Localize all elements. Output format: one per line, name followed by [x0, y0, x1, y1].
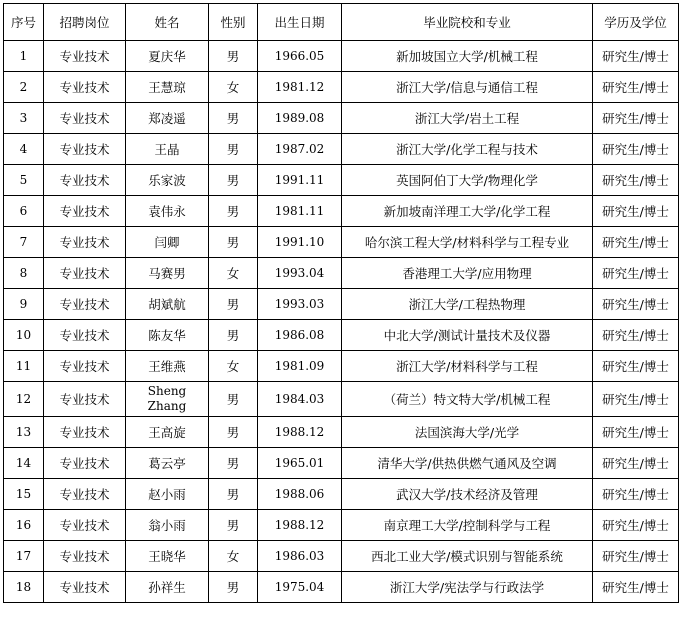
- cell-no: 12: [4, 382, 44, 417]
- cell-post: 专业技术: [44, 134, 126, 165]
- cell-name: 夏庆华: [126, 41, 209, 72]
- cell-degree: 研究生/博士: [593, 417, 679, 448]
- cell-name: 袁伟永: [126, 196, 209, 227]
- cell-school: 英国阿伯丁大学/物理化学: [342, 165, 593, 196]
- cell-degree: 研究生/博士: [593, 165, 679, 196]
- cell-post: 专业技术: [44, 320, 126, 351]
- cell-no: 14: [4, 448, 44, 479]
- cell-no: 13: [4, 417, 44, 448]
- cell-name: 孙祥生: [126, 572, 209, 603]
- cell-name: 翁小雨: [126, 510, 209, 541]
- cell-degree: 研究生/博士: [593, 448, 679, 479]
- cell-post: 专业技术: [44, 382, 126, 417]
- cell-post: 专业技术: [44, 541, 126, 572]
- cell-no: 7: [4, 227, 44, 258]
- cell-post: 专业技术: [44, 289, 126, 320]
- cell-birth: 1989.08: [258, 103, 342, 134]
- cell-birth: 1981.09: [258, 351, 342, 382]
- cell-gender: 男: [209, 479, 258, 510]
- cell-degree: 研究生/博士: [593, 572, 679, 603]
- cell-birth: 1993.04: [258, 258, 342, 289]
- cell-no: 6: [4, 196, 44, 227]
- table-row: [4, 41, 679, 72]
- cell-gender: 男: [209, 134, 258, 165]
- cell-post: 专业技术: [44, 196, 126, 227]
- cell-gender: 男: [209, 382, 258, 417]
- table-row: [4, 196, 679, 227]
- name-line-2: Zhang: [147, 399, 187, 413]
- table-row: [4, 572, 679, 603]
- cell-no: 10: [4, 320, 44, 351]
- cell-birth: 1988.12: [258, 417, 342, 448]
- cell-gender: 男: [209, 41, 258, 72]
- cell-birth: 1991.11: [258, 165, 342, 196]
- cell-birth: 1986.03: [258, 541, 342, 572]
- cell-birth: 1984.03: [258, 382, 342, 417]
- cell-gender: 男: [209, 227, 258, 258]
- cell-degree: 研究生/博士: [593, 227, 679, 258]
- cell-school: 浙江大学/材料科学与工程: [342, 351, 593, 382]
- table-body: [4, 41, 679, 603]
- cell-post: 专业技术: [44, 479, 126, 510]
- cell-no: 4: [4, 134, 44, 165]
- table-row: [4, 351, 679, 382]
- cell-school: 法国滨海大学/光学: [342, 417, 593, 448]
- cell-no: 5: [4, 165, 44, 196]
- cell-name: 胡斌航: [126, 289, 209, 320]
- cell-school: 浙江大学/化学工程与技术: [342, 134, 593, 165]
- cell-post: 专业技术: [44, 417, 126, 448]
- cell-birth: 1966.05: [258, 41, 342, 72]
- cell-birth: 1988.06: [258, 479, 342, 510]
- cell-post: 专业技术: [44, 510, 126, 541]
- cell-name: 乐家波: [126, 165, 209, 196]
- table-row: [4, 289, 679, 320]
- cell-gender: 男: [209, 320, 258, 351]
- cell-birth: 1993.03: [258, 289, 342, 320]
- cell-name: 王维燕: [126, 351, 209, 382]
- cell-school: 香港理工大学/应用物理: [342, 258, 593, 289]
- cell-school: （荷兰）特文特大学/机械工程: [342, 382, 593, 417]
- table-row: [4, 320, 679, 351]
- table-row: [4, 258, 679, 289]
- table-row: [4, 72, 679, 103]
- cell-name: 马赛男: [126, 258, 209, 289]
- cell-post: 专业技术: [44, 258, 126, 289]
- header-no: 序号: [4, 4, 44, 41]
- cell-name: 闫卿: [126, 227, 209, 258]
- header-birth: 出生日期: [258, 4, 342, 41]
- cell-no: 18: [4, 572, 44, 603]
- cell-gender: 男: [209, 165, 258, 196]
- cell-no: 11: [4, 351, 44, 382]
- cell-degree: 研究生/博士: [593, 258, 679, 289]
- cell-school: 浙江大学/宪法学与行政法学: [342, 572, 593, 603]
- cell-post: 专业技术: [44, 572, 126, 603]
- cell-gender: 女: [209, 258, 258, 289]
- cell-no: 8: [4, 258, 44, 289]
- cell-birth: 1981.12: [258, 72, 342, 103]
- cell-name: 郑凌遥: [126, 103, 209, 134]
- name-line-1: Sheng: [147, 384, 187, 398]
- cell-degree: 研究生/博士: [593, 289, 679, 320]
- cell-name: 王晓华: [126, 541, 209, 572]
- cell-degree: 研究生/博士: [593, 134, 679, 165]
- cell-post: 专业技术: [44, 72, 126, 103]
- cell-degree: 研究生/博士: [593, 479, 679, 510]
- cell-degree: 研究生/博士: [593, 41, 679, 72]
- cell-name: 葛云亭: [126, 448, 209, 479]
- table-row: [4, 448, 679, 479]
- cell-school: 新加坡南洋理工大学/化学工程: [342, 196, 593, 227]
- cell-school: 中北大学/测试计量技术及仪器: [342, 320, 593, 351]
- table-row: [4, 165, 679, 196]
- cell-birth: 1988.12: [258, 510, 342, 541]
- header-school: 毕业院校和专业: [342, 4, 593, 41]
- cell-degree: 研究生/博士: [593, 320, 679, 351]
- table-row: [4, 479, 679, 510]
- table-row: [4, 541, 679, 572]
- cell-school: 哈尔滨工程大学/材料科学与工程专业: [342, 227, 593, 258]
- cell-school: 浙江大学/岩土工程: [342, 103, 593, 134]
- cell-gender: 男: [209, 510, 258, 541]
- header-row: [4, 4, 679, 41]
- cell-school: 浙江大学/工程热物理: [342, 289, 593, 320]
- cell-degree: 研究生/博士: [593, 541, 679, 572]
- cell-name: 王晶: [126, 134, 209, 165]
- cell-name: 陈友华: [126, 320, 209, 351]
- cell-birth: 1965.01: [258, 448, 342, 479]
- cell-no: 1: [4, 41, 44, 72]
- cell-post: 专业技术: [44, 351, 126, 382]
- cell-school: 浙江大学/信息与通信工程: [342, 72, 593, 103]
- header-degree: 学历及学位: [593, 4, 679, 41]
- cell-school: 南京理工大学/控制科学与工程: [342, 510, 593, 541]
- cell-post: 专业技术: [44, 41, 126, 72]
- header-post: 招聘岗位: [44, 4, 126, 41]
- cell-no: 9: [4, 289, 44, 320]
- cell-degree: 研究生/博士: [593, 351, 679, 382]
- cell-birth: 1975.04: [258, 572, 342, 603]
- cell-gender: 男: [209, 448, 258, 479]
- cell-birth: 1987.02: [258, 134, 342, 165]
- cell-no: 2: [4, 72, 44, 103]
- cell-post: 专业技术: [44, 103, 126, 134]
- table-row: [4, 134, 679, 165]
- recruitment-table: [3, 3, 679, 603]
- cell-name: 王高旋: [126, 417, 209, 448]
- cell-degree: 研究生/博士: [593, 72, 679, 103]
- cell-birth: 1986.08: [258, 320, 342, 351]
- cell-post: 专业技术: [44, 227, 126, 258]
- cell-gender: 女: [209, 541, 258, 572]
- table-row: [4, 227, 679, 258]
- cell-degree: 研究生/博士: [593, 510, 679, 541]
- cell-school: 新加坡国立大学/机械工程: [342, 41, 593, 72]
- cell-post: 专业技术: [44, 448, 126, 479]
- cell-gender: 女: [209, 351, 258, 382]
- cell-birth: 1981.11: [258, 196, 342, 227]
- cell-gender: 女: [209, 72, 258, 103]
- cell-birth: 1991.10: [258, 227, 342, 258]
- table-row: [4, 510, 679, 541]
- cell-gender: 男: [209, 417, 258, 448]
- header-gender: 性别: [209, 4, 258, 41]
- table-row: [4, 382, 679, 417]
- cell-school: 清华大学/供热供燃气通风及空调: [342, 448, 593, 479]
- cell-degree: 研究生/博士: [593, 382, 679, 417]
- cell-no: 16: [4, 510, 44, 541]
- cell-degree: 研究生/博士: [593, 103, 679, 134]
- cell-gender: 男: [209, 572, 258, 603]
- cell-school: 武汉大学/技术经济及管理: [342, 479, 593, 510]
- cell-no: 15: [4, 479, 44, 510]
- cell-no: 17: [4, 541, 44, 572]
- cell-gender: 男: [209, 289, 258, 320]
- cell-gender: 男: [209, 103, 258, 134]
- cell-school: 西北工业大学/模式识别与智能系统: [342, 541, 593, 572]
- cell-no: 3: [4, 103, 44, 134]
- cell-name: 王慧琼: [126, 72, 209, 103]
- table-row: [4, 103, 679, 134]
- cell-degree: 研究生/博士: [593, 196, 679, 227]
- cell-gender: 男: [209, 196, 258, 227]
- table-row: [4, 417, 679, 448]
- cell-name: [126, 382, 209, 417]
- header-name: 姓名: [126, 4, 209, 41]
- cell-name: 赵小雨: [126, 479, 209, 510]
- cell-post: 专业技术: [44, 165, 126, 196]
